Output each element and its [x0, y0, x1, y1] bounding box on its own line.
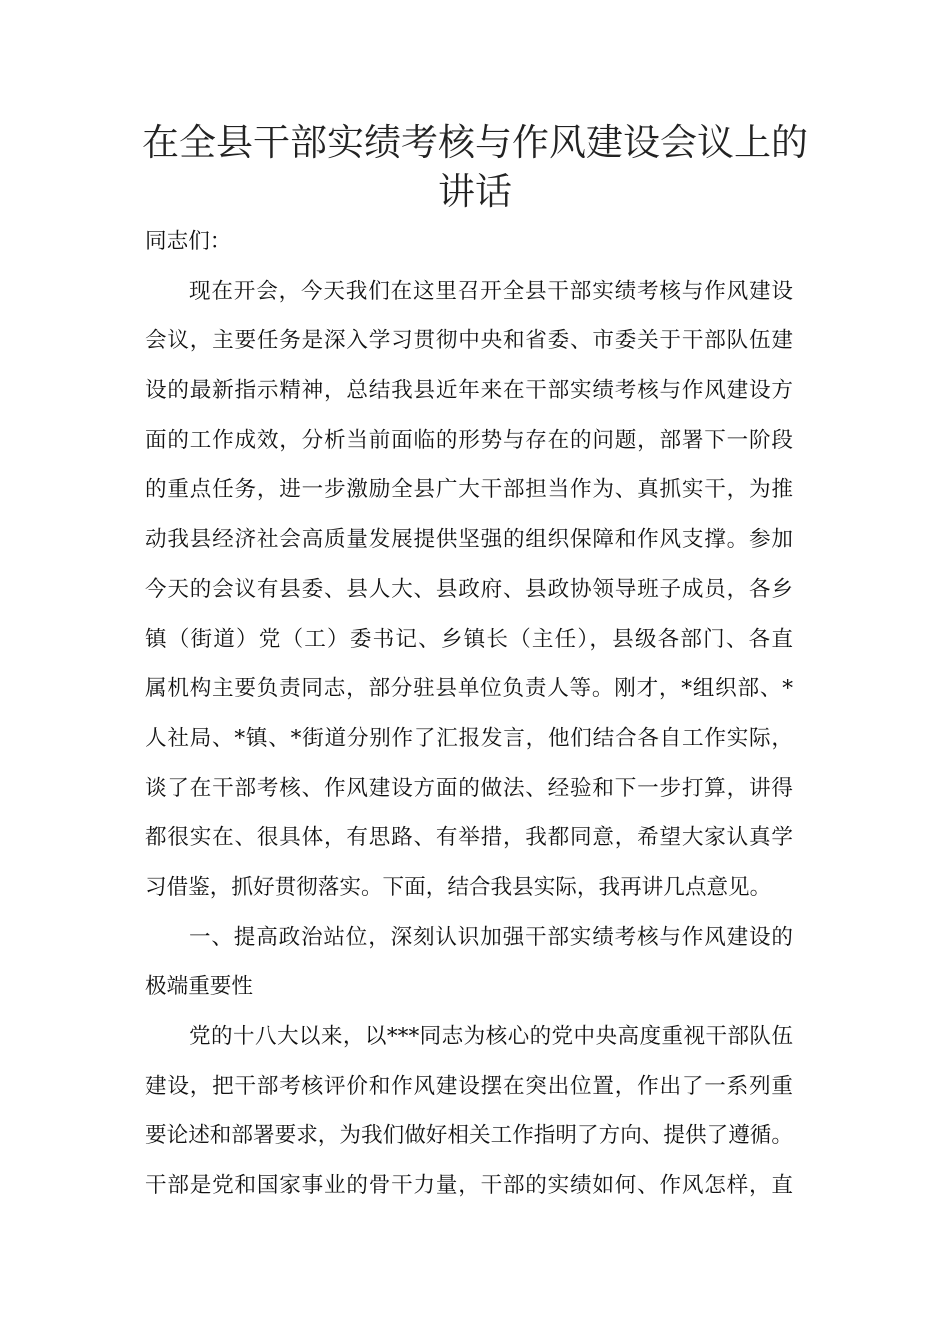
- document-title-line-1: 在全县干部实绩考核与作风建设会议上的: [142, 121, 808, 164]
- paragraph-3-line: 要论述和部署要求，为我们做好相关工作指明了方向、提供了遵循。: [145, 1123, 793, 1149]
- document-body: [145, 217, 793, 1211]
- paragraph-1-line: 都很实在、很具体，有思路、有举措，我都同意，希望大家认真学: [145, 825, 793, 851]
- paragraph-1-line: 镇（街道）党（工）委书记、乡镇长（主任），县级各部门、各直: [145, 626, 793, 652]
- paragraph-3-line: 党的十八大以来，以***同志为核心的党中央高度重视干部队伍: [189, 1024, 793, 1049]
- paragraph-1-line: 面的工作成效，分析当前面临的形势与存在的问题，部署下一阶段: [145, 427, 793, 453]
- paragraph-3-line: 干部是党和国家事业的骨干力量，干部的实绩如何、作风怎样，直: [145, 1173, 793, 1199]
- paragraph-1-line: 会议，主要任务是深入学习贯彻中央和省委、市委关于干部队伍建: [145, 328, 793, 354]
- paragraph-1-line: 人社局、*镇、*街道分别作了汇报发言，他们结合各自工作实际，: [145, 725, 793, 751]
- paragraph-2-line: 极端重要性: [145, 974, 253, 1000]
- paragraph-1-line: 设的最新指示精神，总结我县近年来在干部实绩考核与作风建设方: [145, 378, 793, 404]
- document-title-line-2: 讲话: [438, 170, 512, 213]
- paragraph-1-line: 的重点任务，进一步激励全县广大干部担当作为、真抓实干，为推: [145, 477, 793, 503]
- paragraph-1-line: 今天的会议有县委、县人大、县政府、县政协领导班子成员，各乡: [145, 576, 793, 602]
- paragraph-1-line: 现在开会，今天我们在这里召开全县干部实绩考核与作风建设: [189, 278, 793, 304]
- paragraph-1-line: 谈了在干部考核、作风建设方面的做法、经验和下一步打算，讲得: [145, 775, 793, 801]
- salutation: 同志们：: [145, 229, 232, 254]
- paragraph-1-line: 属机构主要负责同志，部分驻县单位负责人等。刚才，*组织部、*: [145, 676, 793, 702]
- paragraph-3-line: 建设，把干部考核评价和作风建设摆在突出位置，作出了一系列重: [145, 1073, 793, 1099]
- paragraph-2-line: 一、提高政治站位，深刻认识加强干部实绩考核与作风建设的: [189, 924, 793, 950]
- paragraph-1-line: 习借鉴，抓好贯彻落实。下面，结合我县实际，我再讲几点意见。: [145, 874, 772, 900]
- paragraph-1-line: 动我县经济社会高质量发展提供坚强的组织保障和作风支撑。参加: [145, 527, 793, 553]
